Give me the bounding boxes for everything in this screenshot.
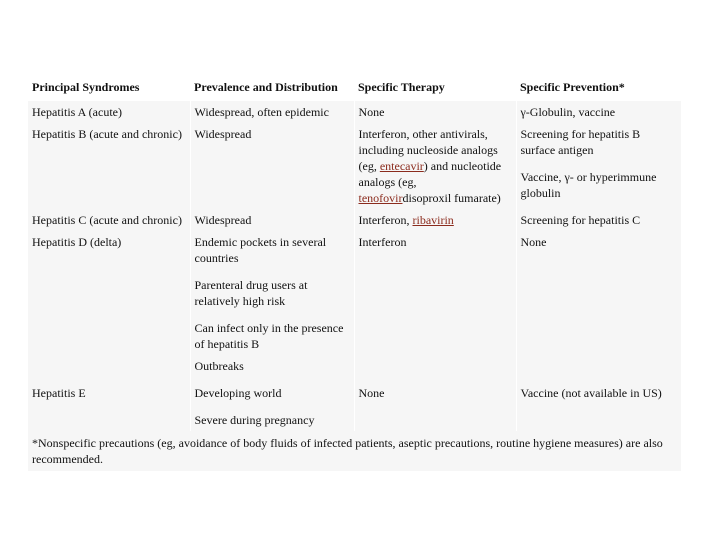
cell-therapy (354, 209, 516, 231)
therapy-text: ) and nucleotide analogs (eg, (358, 159, 502, 189)
table-row-hepatitis-a (28, 101, 681, 123)
cell-syndrome: Hepatitis A (acute) (28, 101, 190, 123)
prevalence-developing-world: Developing world (194, 386, 282, 400)
prevalence-coinfection: Can infect only in the presence of hepatitis B (194, 321, 344, 351)
prevention-screening: Screening for hepatitis B surface antigen (520, 127, 641, 157)
header-prevalence: Prevalence and Distribution (194, 80, 338, 94)
cell-prevalence (190, 355, 354, 431)
cell-prevalence (190, 231, 354, 355)
cell-therapy: None (354, 355, 516, 431)
table-row-hepatitis-b (28, 123, 681, 209)
entecavir-link[interactable]: entecavir (379, 159, 424, 173)
therapy-text: Interferon, (358, 213, 413, 227)
cell-prevention: None (520, 235, 547, 249)
table-row-hepatitis-e (28, 355, 681, 431)
hepatitis-table (28, 75, 681, 431)
table-row-hepatitis-c (28, 209, 681, 231)
cell-prevalence: Widespread (190, 209, 354, 231)
cell-therapy: None (354, 101, 516, 123)
cell-prevention: γ-Globulin, vaccine (520, 105, 616, 119)
cell-syndrome: Hepatitis E (28, 355, 190, 431)
cell-therapy (354, 123, 516, 209)
ribavirin-link[interactable]: ribavirin (412, 213, 454, 227)
cell-syndrome: Hepatitis B (acute and chronic) (28, 123, 190, 209)
header-specific-prevention: Specific Prevention* (520, 80, 625, 94)
prevalence-pregnancy: Severe during pregnancy (194, 413, 315, 427)
prevention-vaccine: Vaccine, γ- or hyperimmune globulin (520, 170, 657, 200)
therapy-text: Interferon, other antivirals, including nucleoside analogs (eg, (358, 127, 498, 173)
table-header-row (28, 75, 681, 101)
cell-prevention: Screening for hepatitis C (520, 213, 641, 227)
cell-prevalence: Widespread (190, 123, 354, 209)
prevalence-drug-users: Parenteral drug users at relatively high risk (194, 278, 308, 308)
cell-syndrome: Hepatitis D (delta) (28, 231, 190, 355)
cell-prevention: Vaccine (not available in US) (520, 386, 662, 400)
prevalence-outbreaks: Outbreaks (194, 359, 244, 373)
header-principal-syndromes: Principal Syndromes (32, 80, 140, 94)
table-footnote: *Nonspecific precautions (eg, avoidance of body fluids of infected patients, aseptic precautions, routine hygiene measures) are also recommended. (28, 431, 681, 471)
cell-therapy: Interferon (354, 231, 516, 355)
cell-prevalence: Widespread, often epidemic (190, 101, 354, 123)
hepatitis-table-container (28, 75, 681, 471)
header-specific-therapy: Specific Therapy (358, 80, 445, 94)
prevalence-endemic: Endemic pockets in several countries (194, 235, 327, 265)
tenofovir-link[interactable]: tenofovir (358, 191, 403, 205)
cell-prevention (516, 123, 681, 209)
cell-syndrome: Hepatitis C (acute and chronic) (28, 209, 190, 231)
table-row-hepatitis-d (28, 231, 681, 355)
therapy-text: disoproxil fumarate) (402, 191, 501, 205)
